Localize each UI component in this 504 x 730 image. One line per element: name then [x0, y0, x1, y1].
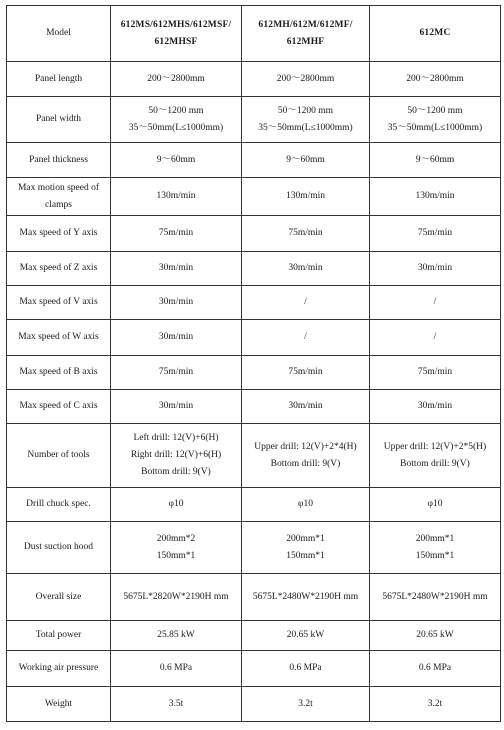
value-cell — [242, 178, 370, 216]
value-text: 30m/min — [158, 401, 194, 411]
header-model-line: 612MHF — [286, 36, 325, 47]
table-row — [7, 216, 501, 252]
value-cell — [370, 651, 501, 687]
value-cell — [242, 651, 370, 687]
param-label: Max speed of C axis — [19, 401, 98, 411]
param-cell — [7, 252, 111, 286]
value-cell — [111, 286, 242, 320]
value-cell — [111, 651, 242, 687]
value-text: 130m/min — [285, 191, 326, 201]
value-text: 0.6 MPa — [159, 663, 193, 673]
value-text: 5675L*2480W*2190H mm — [382, 591, 488, 602]
value-cell — [111, 320, 242, 356]
value-cell — [242, 522, 370, 574]
param-cell — [7, 424, 111, 488]
value-text: 200mm*2 — [156, 533, 196, 544]
value-cell — [111, 178, 242, 216]
value-text: 30m/min — [288, 263, 323, 273]
param-cell — [7, 522, 111, 574]
value-text: 35～50mm(L≤1000mm) — [387, 122, 483, 133]
value-text: Bottom drill: 9(V) — [400, 458, 470, 469]
value-text: Bottom drill: 9(V) — [141, 467, 211, 477]
value-cell — [111, 488, 242, 522]
value-cell — [370, 97, 501, 143]
spec-table-body — [7, 6, 501, 722]
table-row — [7, 62, 501, 97]
value-text: 50～1200 mm — [407, 105, 463, 116]
value-text: φ10 — [298, 499, 313, 509]
value-cell — [370, 488, 501, 522]
value-cell — [242, 390, 370, 424]
value-cell — [242, 574, 370, 621]
param-cell — [7, 286, 111, 320]
value-text: 75m/min — [288, 228, 323, 238]
value-cell — [370, 687, 501, 722]
value-text: 0.6 MPa — [289, 663, 322, 673]
table-row — [7, 97, 501, 143]
value-text: 9～60mm — [415, 154, 455, 165]
value-cell — [111, 522, 242, 574]
header-model-cell — [111, 6, 242, 62]
value-text: 150mm*1 — [415, 550, 455, 561]
value-text: 30m/min — [158, 297, 194, 307]
header-model-line: 612MC — [419, 28, 451, 38]
value-text: Upper drill: 12(V)+2*5(H) — [383, 441, 487, 452]
value-cell — [242, 320, 370, 356]
value-text: Upper drill: 12(V)+2*4(H) — [254, 441, 357, 452]
value-text: 30m/min — [417, 401, 453, 411]
header-label: Model — [46, 28, 71, 38]
value-text: 0.6 MPa — [418, 663, 452, 673]
value-text: 75m/min — [288, 367, 323, 377]
table-row — [7, 143, 501, 178]
param-label: Max speed of V axis — [19, 297, 98, 307]
value-text: 35～50mm(L≤1000mm) — [258, 122, 353, 133]
value-text: 75m/min — [417, 367, 453, 377]
value-text: 9～60mm — [286, 154, 325, 165]
value-text: 35～50mm(L≤1000mm) — [128, 122, 224, 133]
table-row — [7, 651, 501, 687]
table-row — [7, 320, 501, 356]
value-text: / — [304, 332, 307, 342]
value-cell — [370, 424, 501, 488]
table-row — [7, 574, 501, 621]
value-text: 75m/min — [158, 228, 194, 238]
value-cell — [370, 621, 501, 651]
value-text: 30m/min — [288, 401, 323, 411]
value-cell — [111, 390, 242, 424]
value-cell — [242, 62, 370, 97]
value-text: / — [433, 332, 437, 342]
value-text: / — [304, 297, 307, 307]
param-label: Panel thickness — [29, 154, 88, 165]
param-cell — [7, 574, 111, 621]
value-cell — [242, 143, 370, 178]
value-text: 150mm*1 — [286, 550, 325, 561]
value-cell — [242, 488, 370, 522]
value-text: φ10 — [168, 499, 184, 509]
value-cell — [111, 252, 242, 286]
value-cell — [111, 62, 242, 97]
value-cell — [242, 286, 370, 320]
header-model-cell — [370, 6, 501, 62]
value-cell — [242, 97, 370, 143]
value-text: 75m/min — [417, 228, 453, 238]
value-cell — [370, 216, 501, 252]
value-text: 130m/min — [156, 191, 196, 201]
value-text: 9～60mm — [156, 154, 196, 165]
value-text: 3.2t — [298, 698, 313, 709]
value-cell — [111, 356, 242, 390]
param-label: Dust suction hood — [23, 542, 94, 552]
value-cell — [242, 216, 370, 252]
header-model-cell — [242, 6, 370, 62]
value-text: Left drill: 12(V)+6(H) — [133, 433, 219, 443]
value-text: φ10 — [427, 499, 443, 509]
value-cell — [370, 320, 501, 356]
value-cell — [111, 143, 242, 178]
value-cell — [242, 687, 370, 722]
value-cell — [111, 216, 242, 252]
value-cell — [242, 621, 370, 651]
param-label: Max speed of Y axis — [19, 228, 98, 238]
param-cell — [7, 651, 111, 687]
param-cell — [7, 320, 111, 356]
spec-table — [6, 5, 501, 722]
param-label: Total power — [35, 630, 82, 640]
table-row — [7, 390, 501, 424]
header-model-line: 612MHSF — [154, 36, 198, 47]
param-label: Panel width — [35, 114, 82, 124]
param-label: clamps — [45, 199, 72, 210]
param-label: Panel length — [34, 73, 83, 84]
value-cell — [370, 286, 501, 320]
value-text: 3.5t — [168, 698, 184, 709]
value-text: 200～2800mm — [147, 73, 205, 84]
param-cell — [7, 687, 111, 722]
value-text: 200mm*1 — [415, 533, 455, 544]
param-label: Drill chuck spec. — [26, 499, 91, 509]
param-cell — [7, 488, 111, 522]
value-cell — [370, 62, 501, 97]
value-text: 75m/min — [158, 367, 194, 377]
value-cell — [111, 424, 242, 488]
value-text: 200～2800mm — [276, 73, 335, 84]
value-text: Right drill: 12(V)+6(H) — [130, 450, 222, 460]
param-cell — [7, 178, 111, 216]
value-cell — [111, 574, 242, 621]
value-cell — [370, 178, 501, 216]
table-row — [7, 178, 501, 216]
value-cell — [370, 143, 501, 178]
value-text: 130m/min — [415, 191, 455, 201]
param-label: Number of tools — [27, 450, 90, 460]
param-label: Overall size — [35, 591, 82, 602]
value-text: 30m/min — [158, 263, 194, 273]
value-cell — [242, 424, 370, 488]
param-cell — [7, 621, 111, 651]
value-cell — [370, 356, 501, 390]
value-cell — [242, 252, 370, 286]
value-cell — [242, 356, 370, 390]
value-text: 200mm*1 — [286, 533, 325, 544]
param-label: Max motion speed of — [17, 182, 99, 193]
value-text: 25.85 kW — [157, 630, 195, 640]
value-text: 3.2t — [427, 698, 443, 709]
value-text: 200～2800mm — [406, 73, 464, 84]
value-text: 5675L*2480W*2190H mm — [252, 591, 359, 602]
param-cell — [7, 356, 111, 390]
value-text: 5675L*2820W*2190H mm — [123, 591, 229, 602]
value-cell — [111, 621, 242, 651]
table-row — [7, 356, 501, 390]
header-model-line: 612MH/612M/612MF/ — [258, 19, 353, 30]
value-cell — [370, 252, 501, 286]
param-label: Weight — [44, 698, 73, 709]
param-cell — [7, 62, 111, 97]
value-text: Bottom drill: 9(V) — [270, 458, 341, 469]
value-text: 50～1200 mm — [277, 105, 334, 116]
table-row — [7, 488, 501, 522]
value-text: 20.65 kW — [416, 630, 454, 640]
table-row — [7, 687, 501, 722]
header-label-cell — [7, 6, 111, 62]
value-cell — [370, 574, 501, 621]
value-text: 150mm*1 — [156, 550, 196, 561]
param-label: Max speed of Z axis — [19, 263, 98, 273]
header-row — [7, 6, 501, 62]
table-row — [7, 252, 501, 286]
header-model-line: 612MS/612MHS/612MSF/ — [120, 19, 232, 30]
param-label: Max speed of W axis — [18, 332, 99, 342]
param-label: Max speed of B axis — [19, 367, 98, 377]
value-cell — [111, 687, 242, 722]
value-text: 30m/min — [158, 332, 194, 342]
value-text: / — [433, 297, 437, 307]
table-row — [7, 522, 501, 574]
value-text: 50～1200 mm — [148, 105, 204, 116]
value-text: 30m/min — [417, 263, 453, 273]
table-row — [7, 424, 501, 488]
table-row — [7, 286, 501, 320]
value-text: 20.65 kW — [286, 630, 325, 640]
value-cell — [111, 97, 242, 143]
table-row — [7, 621, 501, 651]
param-cell — [7, 216, 111, 252]
value-cell — [370, 522, 501, 574]
value-cell — [370, 390, 501, 424]
param-cell — [7, 97, 111, 143]
param-cell — [7, 390, 111, 424]
param-label: Working air pressure — [18, 663, 99, 673]
param-cell — [7, 143, 111, 178]
